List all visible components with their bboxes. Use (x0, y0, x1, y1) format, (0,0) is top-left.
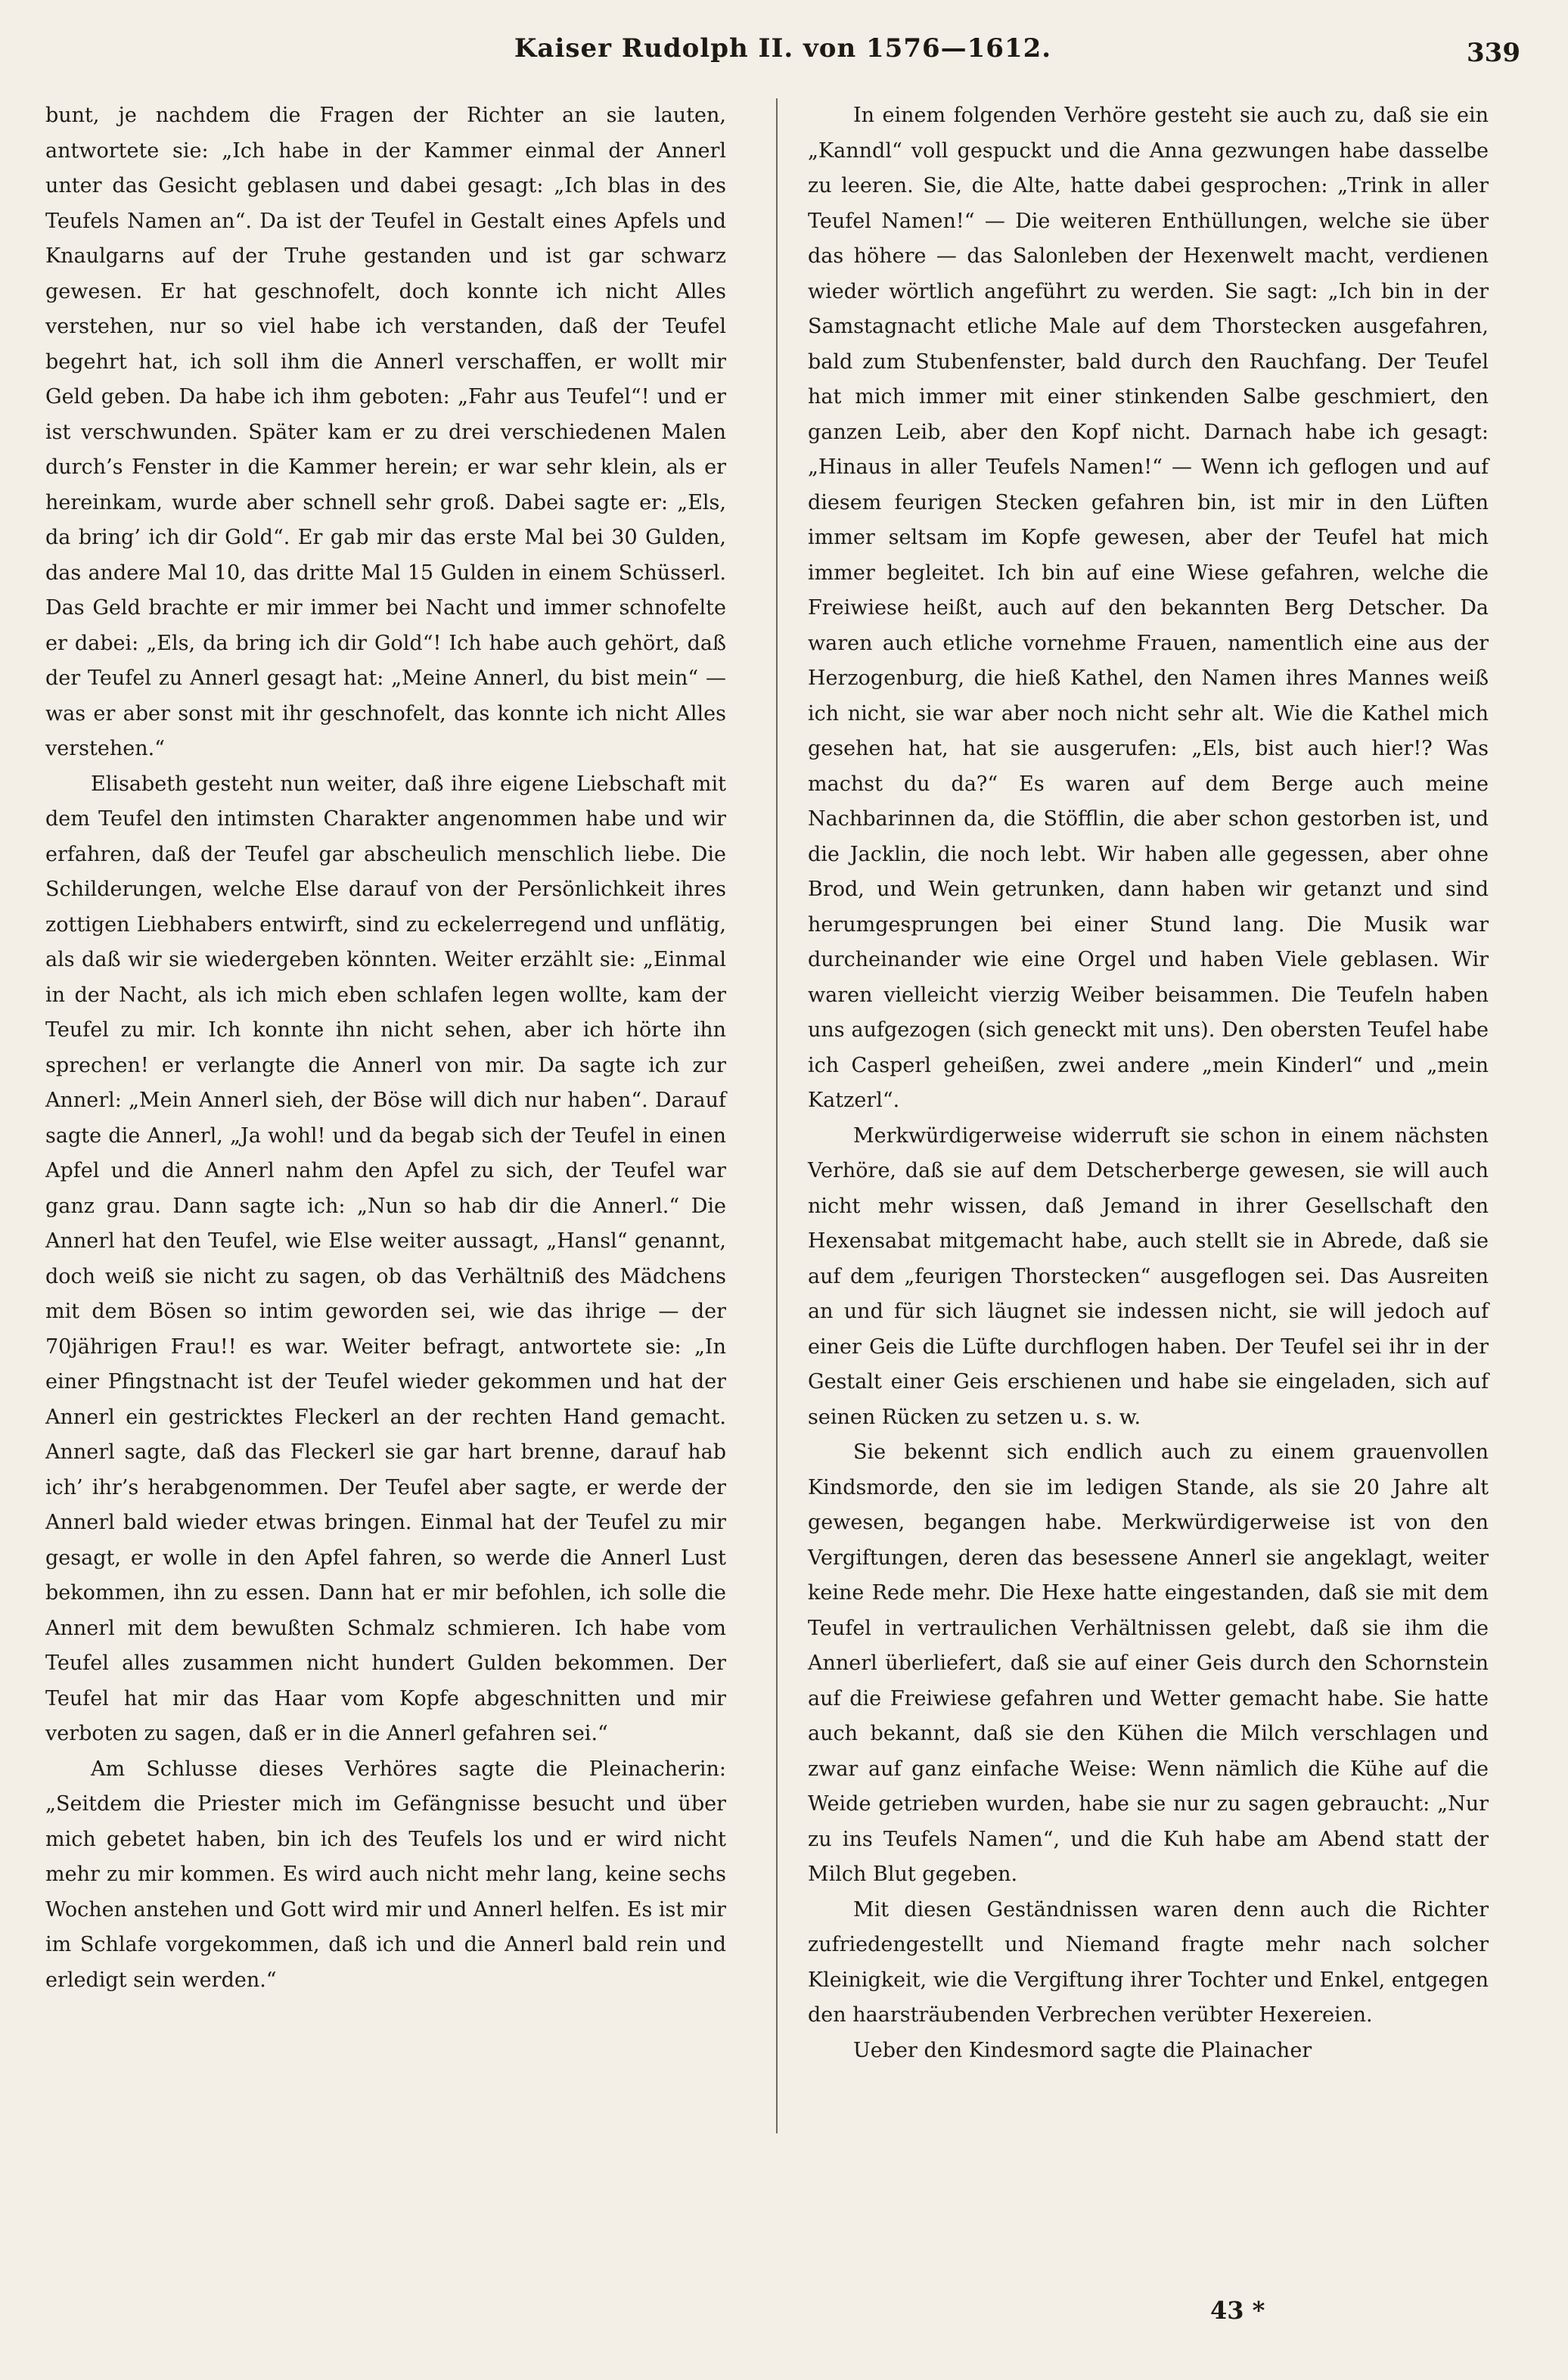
paragraph: Ueber den Kindesmord sagte die Plainacher (853, 2038, 1312, 2062)
column-divider (776, 98, 778, 2133)
left-column (45, 98, 726, 1998)
paragraph: In einem folgenden Verhöre gesteht sie auch zu, daß sie ein „Kanndl“ voll gespuckt und die Anna gezwungen habe dasselbe zu leeren. Sie, die Alte, hatte dabei gesprochen: „Trink in aller Teufel Namen!“ — Die weiteren Enthüllungen, welche sie über das höhere — das Salonleben der Hexenwelt macht, verdienen wieder wörtlich angeführt zu werden. Sie sagt: „Ich bin in der Samstagnacht etliche Male auf dem Thorstecken ausgefahren, bald zum Stubenfenster, bald durch den Rauchfang. Der Teufel hat mich immer mit einer stinkenden Salbe geschmiert, den ganzen Leib, aber den Kopf nicht. Darnach habe ich gesagt: „Hinaus in aller Teufels Namen!“ — Wenn ich geflogen und auf diesem feurigen Stecken gefahren bin, ist mir in den Lüften immer seltsam im Kopfe gewesen, aber der Teufel hat mich immer begleitet. Ich bin auf eine Wiese gefahren, welche die Freiwiese heißt, auch auf den bekannten Berg Detscher. Da waren auch etliche vornehme Frauen, namentlich eine aus der Herzogenburg, die hieß Kathel, den Namen ihres Mannes weiß ich nicht, sie war aber noch nicht sehr alt. Wie die Kathel mich gesehen hat, hat sie ausgerufen: „Els, bist auch hier!? Was machst du da?“ Es waren auf dem Berge auch meine Nachbarinnen da, die Stöfflin, die aber schon gestorben ist, und die Jacklin, die noch lebt. Wir haben alle gegessen, aber ohne Brod, und Wein getrunken, dann haben wir getanzt und sind herumgesprungen bei einer Stund lang. Die Musik war durcheinander wie eine Orgel und haben Viele geblasen. Wir waren vielleicht vierzig Weiber beisammen. Die Teufeln haben uns aufgezogen (sich geneckt mit uns). Den obersten Teufel habe ich Casperl geheißen, zwei andere „mein Kinderl“ und „mein Katzerl“. (808, 104, 1489, 1112)
paragraph: Elisabeth gesteht nun weiter, daß ihre eigene Liebschaft mit dem Teufel den intimsten Charakter angenommen habe und wir erfahren, daß der Teufel gar abscheulich menschlich liebe. Die Schilderungen, welche Else darauf von der Persönlichkeit ihres zottigen Liebhabers entwirft, sind zu eckelerregend und unflätig, als daß wir sie wiedergeben könnten. Weiter erzählt sie: „Einmal in der Nacht, als ich mich eben schlafen legen wollte, kam der Teufel zu mir. Ich konnte ihn nicht sehen, aber ich hörte ihn sprechen! er verlangte die Annerl von mir. Da sagte ich zur Annerl: „Mein Annerl sieh, der Böse will dich nur haben“. Darauf sagte die Annerl, „Ja wohl! und da begab sich der Teufel in einen Apfel und die Annerl nahm den Apfel zu sich, der Teufel war ganz grau. Dann sagte ich: „Nun so hab dir die Annerl.“ Die Annerl hat den Teufel, wie Else weiter aussagt, „Hansl“ genannt, doch weiß sie nicht zu sagen, ob das Verhältniß des Mädchens mit dem Bösen so intim geworden sei, wie das ihrige — der 70jährigen Frau!! es war. Weiter befragt, antwortete sie: „In einer Pfingstnacht ist der Teufel wieder gekommen und hat der Annerl ein gestricktes Fleckerl an der rechten Hand gemacht. Annerl sagte, daß das Fleckerl sie gar hart brenne, darauf hab ich’ ihr’s herabgenommen. Der Teufel aber sagte, er werde der Annerl bald wieder etwas bringen. Einmal hat der Teufel zu mir gesagt, er wolle in den Apfel fahren, so werde die Annerl Lust bekommen, ihn zu essen. Dann hat er mir befohlen, ich solle die Annerl mit dem bewußten Schmalz schmieren. Ich habe vom Teufel alles zusammen nicht hundert Gulden bekommen. Der Teufel hat mir das Haar vom Kopfe abgeschnitten und mir verboten zu sagen, daß er in die Annerl gefahren sei.“ (45, 772, 726, 1745)
paragraph: Mit diesen Geständnissen waren denn auch die Richter zufriedengestellt und Niemand fragte mehr nach solcher Kleinigkeit, wie die Vergiftung ihrer Tochter und Enkel, entgegen den haarsträubenden Verbrechen verübter Hexereien. (808, 1897, 1489, 2027)
page-header (45, 33, 1520, 79)
paragraph: Sie bekennt sich endlich auch zu einem grauenvollen Kindsmorde, den sie im ledigen Stande, als sie 20 Jahre alt gewesen, begangen habe. Merkwürdigerweise ist von den Vergiftungen, deren das besessene Annerl sie angeklagt, weiter keine Rede mehr. Die Hexe hatte eingestanden, daß sie mit dem Teufel in vertraulichen Verhältnissen gelebt, daß sie ihm die Annerl überliefert, daß sie auf einer Geis durch den Schornstein auf die Freiwiese gefahren und Wetter gemacht habe. Sie hatte auch bekannt, daß sie den Kühen die Milch verschlagen und zwar auf ganz einfache Weise: Wenn nämlich die Kühe auf die Weide getrieben wurden, habe sie nur zu sagen gebraucht: „Nur zu ins Teufels Namen“, und die Kuh habe am Abend statt der Milch Blut gegeben. (808, 1440, 1489, 1886)
running-title: Kaiser Rudolph II. von 1576—1612. (514, 33, 1052, 64)
right-column (808, 98, 1489, 2068)
paragraph: Merkwürdigerweise widerruft sie schon in einem nächsten Verhöre, daß sie auf dem Detscherberge gewesen, sie will auch nicht mehr wissen, daß Jemand in ihrer Gesellschaft den Hexensabat mitgemacht habe, auch stellt sie in Abrede, daß sie auf dem „feurigen Thorstecken“ ausgeflogen sei. Das Ausreiten an und für sich läugnet sie indessen nicht, sie will jedoch auf einer Geis die Lüfte durchflogen haben. Der Teufel sei ihr in der Gestalt einer Geis erschienen und habe sie eingeladen, sich auf seinen Rücken zu setzen u. s. w. (808, 1123, 1489, 1429)
signature-mark: 43 * (1210, 2296, 1265, 2325)
page-number: 339 (1467, 38, 1520, 68)
paragraph: bunt, je nachdem die Fragen der Richter an sie lauten, antwortete sie: „Ich habe in der Kammer einmal der Annerl unter das Gesicht geblasen und dabei gesagt: „Ich blas in des Teufels Namen an“. Da ist der Teufel in Gestalt eines Apfels und Knaulgarns auf der Truhe gestanden und ist gar schwarz gewesen. Er hat geschnofelt, doch konnte ich nicht Alles verstehen, nur so viel habe ich verstanden, daß der Teufel begehrt hat, ich soll ihm die Annerl verschaffen, er wollt mir Geld geben. Da habe ich ihm geboten: „Fahr aus Teufel“! und er ist verschwunden. Später kam er zu drei verschiedenen Malen durch’s Fenster in die Kammer herein; er war sehr klein, als er hereinkam, wurde aber schnell sehr groß. Dabei sagte er: „Els, da bring’ ich dir Gold“. Er gab mir das erste Mal bei 30 Gulden, das andere Mal 10, das dritte Mal 15 Gulden in einem Schüsserl. Das Geld brachte er mir immer bei Nacht und immer schnofelte er dabei: „Els, da bring ich dir Gold“! Ich habe auch gehört, daß der Teufel zu Annerl gesagt hat: „Meine Annerl, du bist mein“ — was er aber sonst mit ihr geschnofelt, das konnte ich nicht Alles verstehen.“ (45, 104, 726, 760)
paragraph: Am Schlusse dieses Verhöres sagte die Pleinacherin: „Seitdem die Priester mich im Gefängnisse besucht und über mich gebetet haben, bin ich des Teufels los und er wird nicht mehr zu mir kommen. Es wird auch nicht mehr lang, keine sechs Wochen anstehen und Gott wird mir und Annerl helfen. Es ist mir im Schlafe vorgekommen, daß ich und die Annerl bald rein und erledigt sein werden.“ (45, 1757, 726, 1992)
